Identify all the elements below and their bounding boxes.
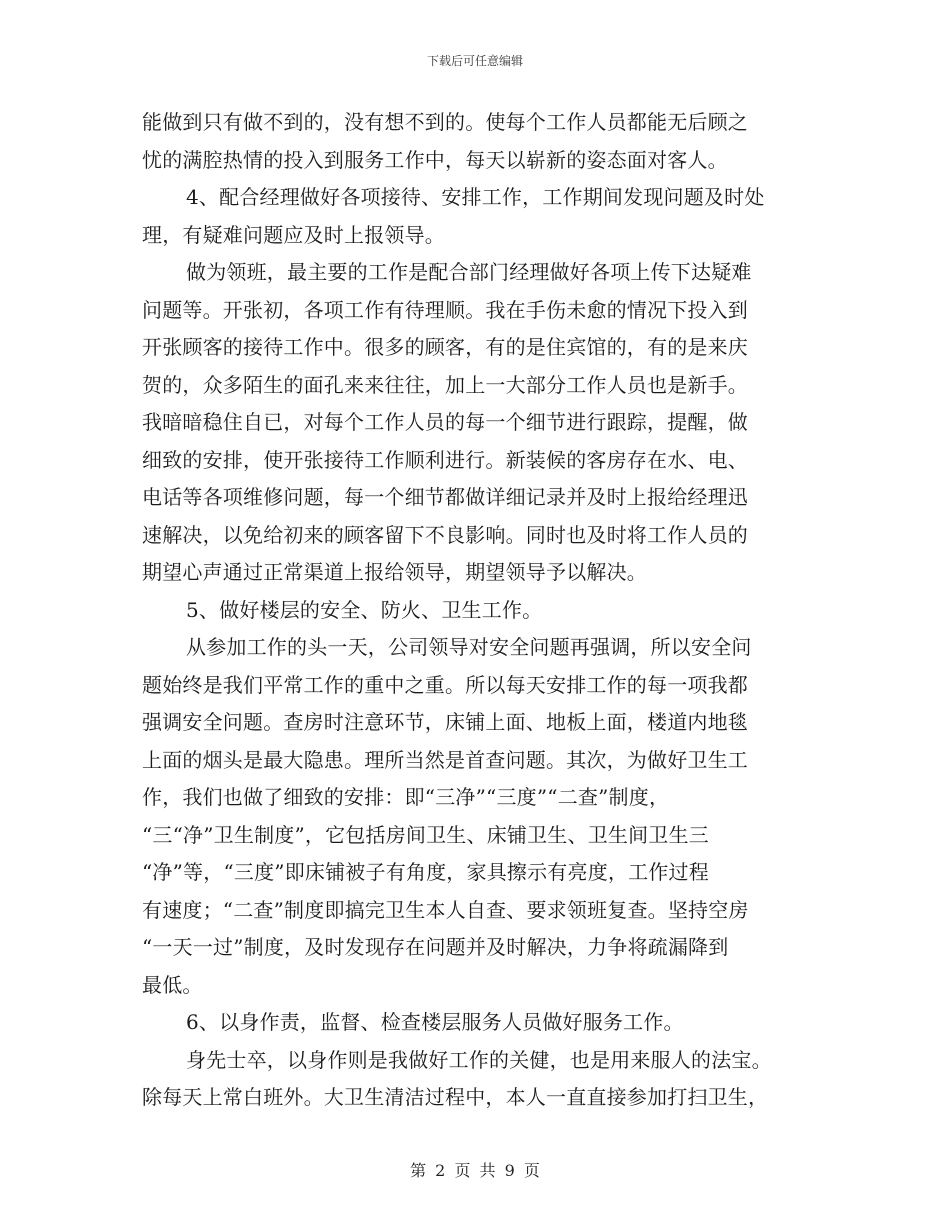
text-line: 从参加工作的头一天，公司领导对安全问题再强调，所以安全问 <box>186 635 752 659</box>
page-footer: 第 2 页 共 9 页 <box>410 1161 540 1180</box>
text-line: 问题等。开张初，各项工作有待理顺。我在手伤未愈的情况下投入到 <box>142 297 748 322</box>
text-line: 细致的安排，使开张接待工作顺利进行。新装候的客房存在水、电、 <box>142 447 748 472</box>
text-line: 4、配合经理做好各项接待、安排工作，工作期间发现问题及时处 <box>186 185 765 209</box>
text-line: 题始终是我们平常工作的重中之重。所以每天安排工作的每一项我都 <box>142 672 748 697</box>
text-line: “一天一过”制度，及时发现存在问题并及时解决，力争将疏漏降到 <box>142 935 729 959</box>
text-line: 除每天上常白班外。大卫生清洁过程中，本人一直直接参加打扫卫生， <box>142 1085 769 1109</box>
text-line: 理，有疑难问题应及时上报领导。 <box>142 222 445 247</box>
document-body <box>142 104 810 1117</box>
text-line: 我暗暗稳住自已，对每个工作人员的每一个细节进行跟踪，提醒，做 <box>142 410 748 434</box>
text-line: 速解决，以免给初来的顾客留下不良影响。同时也及时将工作人员的 <box>142 522 748 547</box>
text-line: “净”等，“三度”即床铺被子有角度，家具擦示有亮度，工作过程 <box>142 860 709 884</box>
text-line: 期望心声通过正常渠道上报给领导，期望领导予以解决。 <box>142 560 647 584</box>
text-line: 上面的烟头是最大隐患。理所当然是首查问题。其次，为做好卫生工 <box>142 747 748 772</box>
text-line: 做为领班，最主要的工作是配合部门经理做好各项上传下达疑难 <box>186 260 752 284</box>
text-line: 能做到只有做不到的，没有想不到的。使每个工作人员都能无后顾之 <box>142 110 748 134</box>
text-line: 作，我们也做了细致的安排：即“三净”“三度”“二查”制度， <box>142 785 670 809</box>
page-header: 下载后可任意编辑 <box>426 54 523 68</box>
text-line: 电话等各项维修问题，每一个细节都做详细记录并及时上报给经理迅 <box>142 485 748 509</box>
text-line: “三“净”卫生制度”，它包括房间卫生、床铺卫生、卫生间卫生三 <box>142 822 709 847</box>
text-line: 开张顾客的接待工作中。很多的顾客，有的是住宾馆的，有的是来庆 <box>142 335 748 359</box>
text-line: 贺的，众多陌生的面孔来来往往，加上一大部分工作人员也是新手。 <box>142 372 748 397</box>
text-line: 身先士卒，以身作则是我做好工作的关健，也是用来服人的法宝。 <box>186 1047 772 1072</box>
text-line: 最低。 <box>142 972 203 997</box>
text-line: 6、以身作责，监督、检查楼层服务人员做好服务工作。 <box>186 1010 684 1034</box>
text-line: 5、做好楼层的安全、防火、卫生工作。 <box>186 597 543 622</box>
text-line: 强调安全问题。查房时注意环节，床铺上面、地板上面，楼道内地毯 <box>142 710 748 734</box>
text-line: 忧的满腔热情的投入到服务工作中，每天以崭新的姿态面对客人。 <box>142 147 728 172</box>
text-line: 有速度；“二查”制度即搞完卫生本人自查、要求领班复查。坚持空房 <box>142 897 749 922</box>
